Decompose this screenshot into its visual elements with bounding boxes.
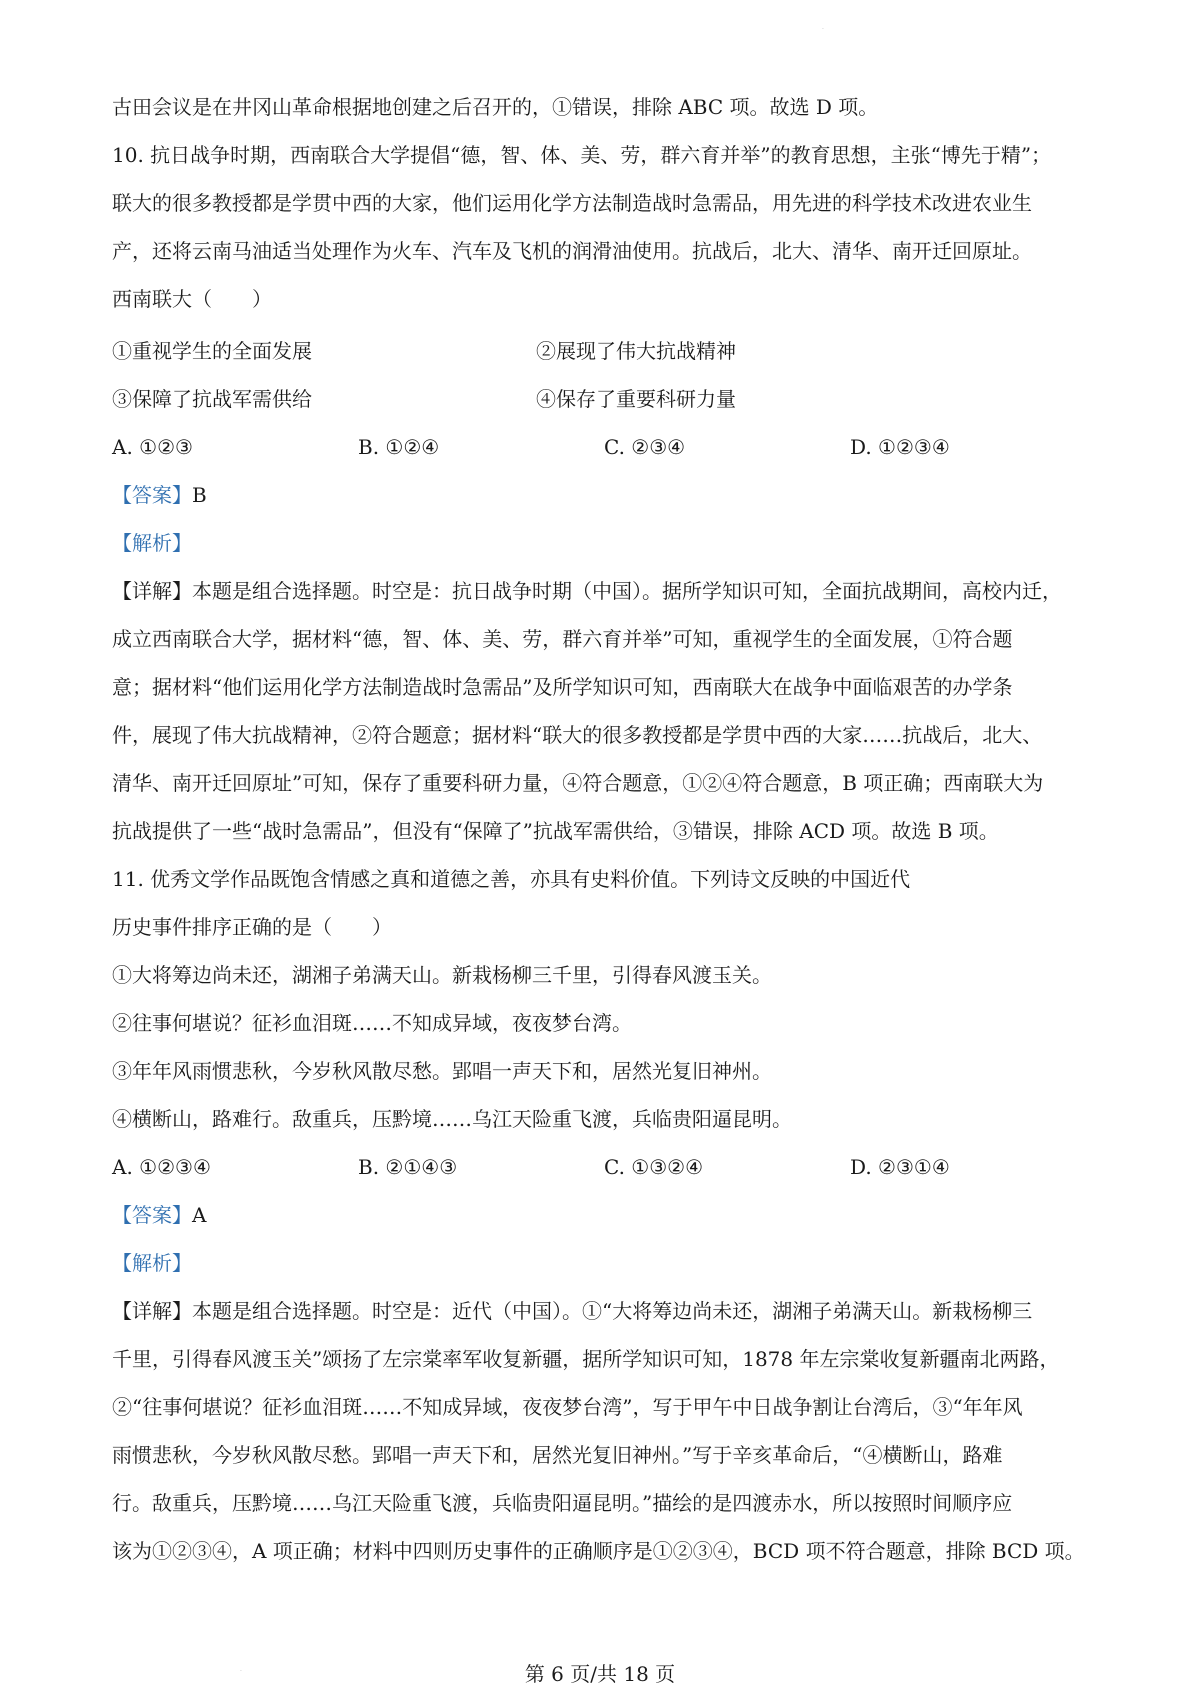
q11-item-4: ④横断山，路难行。敌重兵，压黔境……乌江天险重飞渡，兵临贵阳逼昆明。: [112, 1107, 792, 1131]
q11-answer: [112, 1201, 1088, 1229]
q10-stem-line-3: 产，还将云南马油适当处理作为火车、汽车及飞机的润滑油使用。抗战后，北大、清华、南开迁回原址。: [112, 239, 1032, 263]
q11-options: [112, 1153, 1088, 1181]
q10-stem-line-4: 西南联大（ ）: [112, 287, 272, 311]
q10-detail-line-6: 抗战提供了一些“战时急需品”，但没有“保障了”抗战军需供给，③错误，排除 ACD 项。故选 B 项。: [112, 819, 999, 843]
q10-stem-line-2: 联大的很多教授都是学贯中西的大家，他们运用化学方法制造战时急需品，用先进的科学技术改进农业生: [112, 191, 1032, 215]
q11-item-2: ②往事何堪说？征衫血泪斑……不知成异域，夜夜梦台湾。: [112, 1011, 632, 1035]
analysis-tag: 【解析】: [112, 531, 192, 555]
q11-stem-line-1: 11. 优秀文学作品既饱含情感之真和道德之善，亦具有史料价值。下列诗文反映的中国近代: [112, 867, 911, 891]
detail-tag: 【详解】: [112, 579, 192, 603]
scan-dot: ·: [822, 26, 824, 33]
q10-detail-line-4: 件，展现了伟大抗战精神，②符合题意；据材料“联大的很多教授都是学贯中西的大家……抗战后，北大、: [112, 723, 1043, 747]
q11-item-3: ③年年风雨惯悲秋，今岁秋风散尽愁。郢唱一声天下和，居然光复旧神州。: [112, 1059, 772, 1083]
detail-text: 本题是组合选择题。时空是：抗日战争时期（中国）。据所学知识可知，全面抗战期间，高校内迁，: [192, 579, 1062, 603]
detail-text: 本题是组合选择题。时空是：近代（中国）。①“大将筹边尚未还，湖湘子弟满天山。新栽杨柳三: [192, 1299, 1033, 1323]
q10-items-row-1: [112, 337, 1088, 365]
q11-detail-line-5: 行。敌重兵，压黔境……乌江天险重飞渡，兵临贵阳逼昆明。”描绘的是四渡赤水，所以按照时间顺序应: [112, 1491, 1013, 1515]
q10-option-b: B. ①②④: [358, 435, 440, 459]
q11-option-b: B. ②①④③: [358, 1155, 458, 1179]
q10-item: ①重视学生的全面发展: [112, 339, 312, 363]
analysis-tag: 【解析】: [112, 1251, 192, 1275]
q11-option-d: D. ②③①④: [850, 1155, 950, 1179]
q11-detail-line-2: 千里，引得春风渡玉关”颂扬了左宗棠率军收复新疆，据所学知识可知，1878 年左宗棠收复新疆南北两路，: [112, 1347, 1060, 1371]
answer-tag: 【答案】: [112, 483, 192, 507]
q10-item: ②展现了伟大抗战精神: [536, 339, 736, 363]
previous-answer-line: 古田会议是在井冈山革命根据地创建之后召开的，①错误，排除 ABC 项。故选 D 项。: [112, 95, 879, 119]
q11-option-a: A. ①②③④: [112, 1155, 211, 1179]
q10-options: [112, 433, 1088, 461]
q10-items-row-2: [112, 385, 1088, 413]
detail-tag: 【详解】: [112, 1299, 192, 1323]
q10-answer: [112, 481, 1088, 509]
answer-tag: 【答案】: [112, 1203, 192, 1227]
q11-detail-line-4: 雨惯悲秋，今岁秋风散尽愁。郢唱一声天下和，居然光复旧神州。”写于辛亥革命后，“④横断山，路难: [112, 1443, 1003, 1467]
q11-stem-line-2: 历史事件排序正确的是（ ）: [112, 915, 392, 939]
q10-item: ④保存了重要科研力量: [536, 387, 736, 411]
q11-detail-line-3: ②“往事何堪说？征衫血泪斑……不知成异域，夜夜梦台湾”，写于甲午中日战争割让台湾后，③“年年风: [112, 1395, 1023, 1419]
q11-detail-line-1: [112, 1297, 1088, 1325]
q10-option-c: C. ②③④: [604, 435, 686, 459]
q10-item: ③保障了抗战军需供给: [112, 387, 312, 411]
q10-detail-line-1: [112, 577, 1088, 605]
answer-value: A: [192, 1203, 207, 1227]
page-footer: 第 6 页/共 18 页: [524, 1662, 676, 1686]
q10-detail-line-2: 成立西南联合大学，据材料“德，智、体、美、劳，群六育并举”可知，重视学生的全面发展，①符合题: [112, 627, 1013, 651]
q10-option-d: D. ①②③④: [850, 435, 950, 459]
q11-option-c: C. ①③②④: [604, 1155, 704, 1179]
q10-option-a: A. ①②③: [112, 435, 193, 459]
q11-detail-line-6: 该为①②③④，A 项正确；材料中四则历史事件的正确顺序是①②③④，BCD 项不符合题意，排除 BCD 项。: [112, 1539, 1085, 1563]
scan-dot: ·: [240, 1668, 242, 1675]
answer-value: B: [192, 483, 207, 507]
q10-detail-line-5: 清华、南开迁回原址”可知，保存了重要科研力量，④符合题意，①②④符合题意，B 项正确；西南联大为: [112, 771, 1044, 795]
q10-stem-line-1: 10. 抗日战争时期，西南联合大学提倡“德，智、体、美、劳，群六育并举”的教育思想，主张“博先于精”；: [112, 143, 1052, 167]
q11-item-1: ①大将筹边尚未还，湖湘子弟满天山。新栽杨柳三千里，引得春风渡玉关。: [112, 963, 772, 987]
q10-detail-line-3: 意；据材料“他们运用化学方法制造战时急需品”及所学知识可知，西南联大在战争中面临艰苦的办学条: [112, 675, 1013, 699]
q10-analysis-heading: [112, 529, 1088, 557]
q11-analysis-heading: [112, 1249, 1088, 1277]
